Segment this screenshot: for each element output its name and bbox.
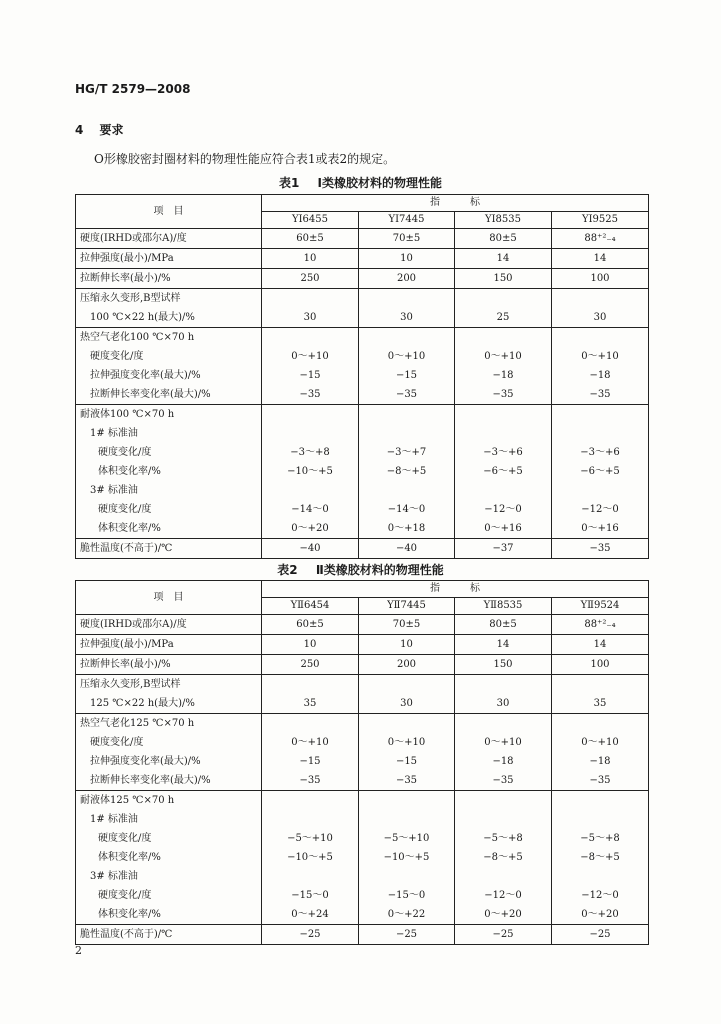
table2-item-header: 项 目 <box>76 581 262 615</box>
cell-value: −25 <box>455 925 552 945</box>
cell-value: 30 <box>359 694 455 714</box>
cell-value: −15 <box>359 366 455 385</box>
cell-value <box>455 675 552 695</box>
row-label: 3# 标准油 <box>76 867 262 886</box>
cell-value <box>552 714 649 734</box>
cell-value: 80±5 <box>455 229 552 249</box>
cell-value: 0～+22 <box>359 905 455 925</box>
cell-value: −8～+5 <box>455 848 552 867</box>
cell-value: 150 <box>455 269 552 289</box>
row-label: 125 ℃×22 h(最大)/% <box>76 694 262 714</box>
cell-value: 100 <box>552 269 649 289</box>
row-label: 脆性温度(不高于)/℃ <box>76 539 262 559</box>
row-label: 耐液体100 ℃×70 h <box>76 405 262 425</box>
row-label: 硬度变化/度 <box>76 347 262 366</box>
cell-value: 0～+10 <box>455 733 552 752</box>
table-row <box>76 752 649 771</box>
cell-value <box>262 867 359 886</box>
cell-value: 250 <box>262 655 359 675</box>
row-label: 1# 标准油 <box>76 810 262 829</box>
cell-value: −10～+5 <box>359 848 455 867</box>
cell-value: 0～+10 <box>359 347 455 366</box>
table-row <box>76 519 649 539</box>
cell-value: 0～+10 <box>359 733 455 752</box>
cell-value <box>359 791 455 811</box>
cell-value <box>455 481 552 500</box>
cell-value: −3～+6 <box>552 443 649 462</box>
cell-value: −6～+5 <box>552 462 649 481</box>
table-row <box>76 655 649 675</box>
table2-number: 表2 <box>277 563 298 577</box>
table-row <box>76 925 649 945</box>
section-title: 要求 <box>99 123 124 137</box>
table-row <box>76 347 649 366</box>
cell-value <box>262 675 359 695</box>
table-row <box>76 385 649 405</box>
cell-value: 60±5 <box>262 615 359 635</box>
row-label: 拉断伸长率(最小)/% <box>76 655 262 675</box>
cell-value: 14 <box>455 635 552 655</box>
table1-column-header: YⅠ6455 <box>262 212 359 229</box>
row-label: 拉断伸长率变化率(最大)/% <box>76 385 262 405</box>
table-row <box>76 424 649 443</box>
cell-value <box>455 714 552 734</box>
cell-value: −35 <box>262 385 359 405</box>
table-row <box>76 269 649 289</box>
cell-value: −3～+8 <box>262 443 359 462</box>
cell-value: −8～+5 <box>359 462 455 481</box>
table-row <box>76 848 649 867</box>
table-row <box>76 694 649 714</box>
row-label: 耐液体125 ℃×70 h <box>76 791 262 811</box>
cell-value: 60±5 <box>262 229 359 249</box>
cell-value: −15 <box>359 752 455 771</box>
row-label: 压缩永久变形,B型试样 <box>76 289 262 309</box>
table-row <box>76 791 649 811</box>
table-row <box>76 714 649 734</box>
cell-value: −5～+8 <box>552 829 649 848</box>
table2-column-header: YⅡ7445 <box>359 598 455 615</box>
row-label: 拉伸强度(最小)/MPa <box>76 635 262 655</box>
cell-value <box>359 424 455 443</box>
cell-value: −5～+10 <box>262 829 359 848</box>
cell-value <box>455 791 552 811</box>
row-label: 压缩永久变形,B型试样 <box>76 675 262 695</box>
cell-value: 0～+20 <box>455 905 552 925</box>
row-label: 硬度变化/度 <box>76 733 262 752</box>
row-label: 1# 标准油 <box>76 424 262 443</box>
cell-value: 10 <box>359 635 455 655</box>
cell-value <box>359 289 455 309</box>
table-row <box>76 289 649 309</box>
table-row <box>76 829 649 848</box>
cell-value: −8～+5 <box>552 848 649 867</box>
table-row <box>76 405 649 425</box>
table-row <box>76 733 649 752</box>
cell-value: −25 <box>262 925 359 945</box>
cell-value: −12～0 <box>455 500 552 519</box>
cell-value: 14 <box>552 249 649 269</box>
cell-value <box>262 810 359 829</box>
table2-column-header: YⅡ8535 <box>455 598 552 615</box>
cell-value: 88⁺²₋₄ <box>552 615 649 635</box>
table2-title: Ⅱ类橡胶材料的物理性能 <box>315 563 444 577</box>
section-heading <box>75 121 124 138</box>
row-label: 硬度变化/度 <box>76 443 262 462</box>
cell-value: 30 <box>552 308 649 328</box>
cell-value: −5～+10 <box>359 829 455 848</box>
table2-column-header: YⅡ9524 <box>552 598 649 615</box>
cell-value <box>359 328 455 348</box>
cell-value: −35 <box>455 385 552 405</box>
row-label: 硬度(IRHD或邵尔A)/度 <box>76 615 262 635</box>
cell-value: −12～0 <box>455 886 552 905</box>
cell-value: −35 <box>359 771 455 791</box>
cell-value <box>262 791 359 811</box>
cell-value <box>455 424 552 443</box>
cell-value <box>359 867 455 886</box>
cell-value <box>552 289 649 309</box>
cell-value: 0～+16 <box>455 519 552 539</box>
row-label: 热空气老化100 ℃×70 h <box>76 328 262 348</box>
row-label: 硬度变化/度 <box>76 829 262 848</box>
cell-value <box>359 810 455 829</box>
cell-value: −12～0 <box>552 886 649 905</box>
requirement-paragraph: O形橡胶密封圈材料的物理性能应符合表1或表2的规定。 <box>94 152 396 166</box>
cell-value: 0～+10 <box>262 733 359 752</box>
cell-value: −10～+5 <box>262 462 359 481</box>
cell-value <box>552 481 649 500</box>
table1-title: Ⅰ类橡胶材料的物理性能 <box>317 176 442 190</box>
cell-value: −37 <box>455 539 552 559</box>
table1-column-header: YⅠ8535 <box>455 212 552 229</box>
cell-value <box>359 481 455 500</box>
cell-value: −25 <box>359 925 455 945</box>
cell-value <box>455 328 552 348</box>
table2-column-header: YⅡ6454 <box>262 598 359 615</box>
section-number: 4 <box>75 123 84 137</box>
table-row <box>76 615 649 635</box>
cell-value: −12～0 <box>552 500 649 519</box>
cell-value: 0～+20 <box>262 519 359 539</box>
cell-value: 0～+16 <box>552 519 649 539</box>
cell-value: −35 <box>552 771 649 791</box>
cell-value: 0～+10 <box>262 347 359 366</box>
cell-value: 250 <box>262 269 359 289</box>
cell-value: 0～+20 <box>552 905 649 925</box>
cell-value: 10 <box>262 635 359 655</box>
row-label: 拉断伸长率变化率(最大)/% <box>76 771 262 791</box>
cell-value: −10～+5 <box>262 848 359 867</box>
row-label: 脆性温度(不高于)/℃ <box>76 925 262 945</box>
cell-value: 80±5 <box>455 615 552 635</box>
cell-value <box>455 289 552 309</box>
cell-value: −18 <box>455 366 552 385</box>
table-row <box>76 443 649 462</box>
table-row <box>76 771 649 791</box>
table2 <box>75 580 649 945</box>
cell-value: −40 <box>262 539 359 559</box>
table-row <box>76 229 649 249</box>
cell-value: −18 <box>552 366 649 385</box>
table2-caption <box>0 561 721 578</box>
cell-value <box>552 810 649 829</box>
cell-value: −35 <box>552 385 649 405</box>
row-label: 热空气老化125 ℃×70 h <box>76 714 262 734</box>
table-row <box>76 905 649 925</box>
cell-value: 0～+10 <box>455 347 552 366</box>
cell-value: −6～+5 <box>455 462 552 481</box>
page-number: 2 <box>75 944 82 957</box>
cell-value <box>552 424 649 443</box>
cell-value <box>552 867 649 886</box>
cell-value: −15 <box>262 366 359 385</box>
row-label: 体积变化率/% <box>76 462 262 481</box>
cell-value <box>455 405 552 425</box>
cell-value: 0～+18 <box>359 519 455 539</box>
cell-value <box>359 675 455 695</box>
cell-value: −14～0 <box>359 500 455 519</box>
table2-indicator-header: 指 标 <box>262 581 649 598</box>
cell-value: 0～+10 <box>552 347 649 366</box>
cell-value: 0～+10 <box>552 733 649 752</box>
cell-value: 0～+24 <box>262 905 359 925</box>
cell-value: −3～+6 <box>455 443 552 462</box>
cell-value: −18 <box>552 752 649 771</box>
cell-value: −40 <box>359 539 455 559</box>
table1-caption <box>0 174 721 191</box>
cell-value: 30 <box>455 694 552 714</box>
cell-value: 200 <box>359 655 455 675</box>
cell-value: 70±5 <box>359 615 455 635</box>
table-row <box>76 675 649 695</box>
cell-value: −35 <box>359 385 455 405</box>
table1-column-header: YⅠ7445 <box>359 212 455 229</box>
cell-value: 70±5 <box>359 229 455 249</box>
cell-value: 14 <box>455 249 552 269</box>
row-label: 硬度变化/度 <box>76 886 262 905</box>
table-row <box>76 308 649 328</box>
row-label: 体积变化率/% <box>76 519 262 539</box>
cell-value: −25 <box>552 925 649 945</box>
standard-code: HG/T 2579—2008 <box>75 82 191 96</box>
cell-value: −3～+7 <box>359 443 455 462</box>
cell-value: 30 <box>262 308 359 328</box>
cell-value: 10 <box>359 249 455 269</box>
table1-number: 表1 <box>278 176 300 190</box>
cell-value <box>262 424 359 443</box>
table-row <box>76 886 649 905</box>
cell-value <box>552 328 649 348</box>
table-row <box>76 462 649 481</box>
cell-value: 200 <box>359 269 455 289</box>
row-label: 拉伸强度(最小)/MPa <box>76 249 262 269</box>
cell-value <box>552 675 649 695</box>
table1-column-header: YⅠ9525 <box>552 212 649 229</box>
cell-value: 150 <box>455 655 552 675</box>
cell-value: −35 <box>552 539 649 559</box>
cell-value: 30 <box>359 308 455 328</box>
row-label: 拉伸强度变化率(最大)/% <box>76 366 262 385</box>
cell-value <box>262 328 359 348</box>
table-row <box>76 635 649 655</box>
table-row <box>76 481 649 500</box>
cell-value: −14～0 <box>262 500 359 519</box>
row-label: 拉伸强度变化率(最大)/% <box>76 752 262 771</box>
cell-value: 10 <box>262 249 359 269</box>
table-row <box>76 249 649 269</box>
cell-value: −15～0 <box>262 886 359 905</box>
cell-value: 88⁺²₋₄ <box>552 229 649 249</box>
cell-value: −35 <box>455 771 552 791</box>
table-row <box>76 539 649 559</box>
cell-value <box>262 481 359 500</box>
cell-value <box>552 405 649 425</box>
cell-value: 25 <box>455 308 552 328</box>
cell-value: −18 <box>455 752 552 771</box>
row-label: 体积变化率/% <box>76 905 262 925</box>
row-label: 3# 标准油 <box>76 481 262 500</box>
cell-value <box>455 810 552 829</box>
table-row <box>76 810 649 829</box>
cell-value: −35 <box>262 771 359 791</box>
table1-item-header: 项 目 <box>76 195 262 229</box>
cell-value: 100 <box>552 655 649 675</box>
table-row <box>76 867 649 886</box>
cell-value <box>262 714 359 734</box>
cell-value: 35 <box>552 694 649 714</box>
cell-value <box>262 289 359 309</box>
table1-indicator-header: 指 标 <box>262 195 649 212</box>
row-label: 100 ℃×22 h(最大)/% <box>76 308 262 328</box>
cell-value: 14 <box>552 635 649 655</box>
row-label: 拉断伸长率(最小)/% <box>76 269 262 289</box>
table-row <box>76 500 649 519</box>
table-row <box>76 366 649 385</box>
cell-value: −15～0 <box>359 886 455 905</box>
cell-value <box>359 714 455 734</box>
cell-value <box>455 867 552 886</box>
row-label: 硬度变化/度 <box>76 500 262 519</box>
cell-value: 35 <box>262 694 359 714</box>
cell-value: −5～+8 <box>455 829 552 848</box>
cell-value <box>552 791 649 811</box>
table1 <box>75 194 649 559</box>
cell-value <box>262 405 359 425</box>
row-label: 体积变化率/% <box>76 848 262 867</box>
cell-value: −15 <box>262 752 359 771</box>
table-row <box>76 328 649 348</box>
row-label: 硬度(IRHD或邵尔A)/度 <box>76 229 262 249</box>
cell-value <box>359 405 455 425</box>
